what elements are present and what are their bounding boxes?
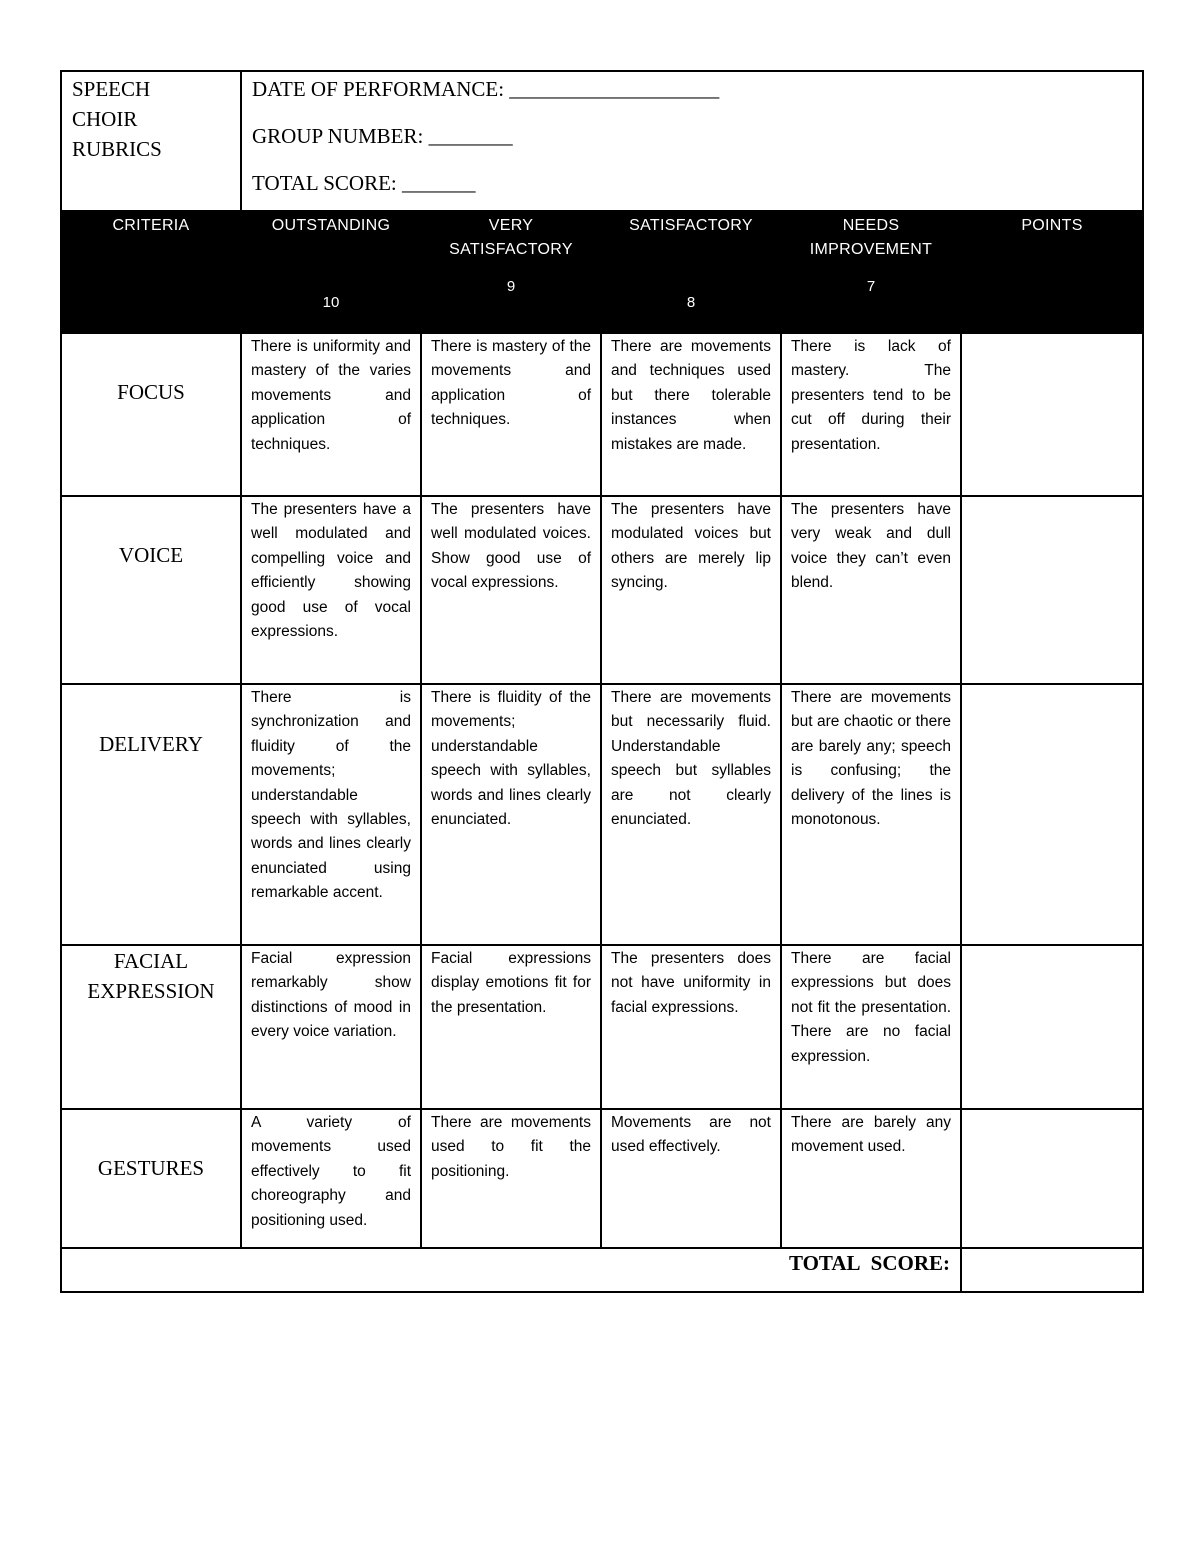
title-line: RUBRICS (72, 137, 162, 161)
descriptor-satisfactory: There are movements and techniques used but there tolerable instances when mistakes are made. (601, 333, 781, 496)
descriptor-very-satisfactory: There is fluidity of the movements; understandable speech with syllables, words and lines clearly enunciated. (421, 684, 601, 945)
column-header-points (961, 211, 1143, 333)
criterion-label (61, 684, 241, 945)
criterion-row-gestures (61, 1109, 1143, 1248)
descriptor-needs-improvement: There are barely any movement used. (781, 1109, 961, 1248)
total-score-row (61, 1248, 1143, 1292)
criterion-label-line: VOICE (118, 543, 184, 567)
criterion-label (61, 945, 241, 1109)
descriptor-outstanding: Facial expression remarkably show distinctions of mood in every voice variation. (241, 945, 421, 1109)
descriptor-outstanding: The presenters have a well modulated and compelling voice and efficiently showing good use of vocal expressions. (241, 496, 421, 684)
descriptor-outstanding: There is uniformity and mastery of the varies movements and application of techniques. (241, 333, 421, 496)
total-score-label: TOTAL SCORE: (61, 1248, 961, 1292)
rubric-table (60, 70, 1144, 1293)
criterion-label-line: EXPRESSION (87, 979, 215, 1003)
criterion-label-line: DELIVERY (99, 732, 203, 756)
column-header-very-satisfactory (421, 211, 601, 333)
column-label: SATISFACTORY (629, 217, 753, 234)
performance-info (241, 71, 1143, 211)
criterion-label-line: GESTURES (97, 1156, 205, 1180)
column-score: 7 (866, 278, 876, 295)
descriptor-very-satisfactory: The presenters have well modulated voices. Show good use of vocal expressions. (421, 496, 601, 684)
descriptor-outstanding: There is synchronization and fluidity of the movements; understandable speech with syllables, words and lines clearly enunciated using remarkable accent. (241, 684, 421, 945)
rubric-page (60, 70, 1142, 1293)
total-score-field[interactable]: TOTAL SCORE: _______ (252, 171, 476, 195)
column-header-needs-improvement (781, 211, 961, 333)
points-cell[interactable] (961, 496, 1143, 684)
criterion-label (61, 333, 241, 496)
criterion-label-line: FACIAL (113, 949, 189, 973)
points-cell[interactable] (961, 684, 1143, 945)
title-line: CHOIR (72, 107, 138, 131)
column-score: 8 (686, 294, 696, 311)
descriptor-satisfactory: The presenters have modulated voices but others are merely lip syncing. (601, 496, 781, 684)
column-label: CRITERIA (112, 217, 190, 234)
criterion-row-facial-expression (61, 945, 1143, 1109)
column-score: 10 (322, 294, 340, 311)
column-label-line: VERY (488, 217, 534, 234)
column-header-row (61, 211, 1143, 333)
descriptor-needs-improvement: There are facial expressions but does not fit the presentation. There are no facial expression. (781, 945, 961, 1109)
group-number-field[interactable]: GROUP NUMBER: ________ (252, 124, 513, 148)
descriptor-satisfactory: Movements are not used effectively. (601, 1109, 781, 1248)
criterion-label (61, 1109, 241, 1248)
title-line: SPEECH (72, 77, 151, 101)
column-score: 9 (506, 278, 516, 295)
criterion-label-line: FOCUS (117, 380, 185, 404)
descriptor-satisfactory: The presenters does not have uniformity in facial expressions. (601, 945, 781, 1109)
column-label (782, 212, 960, 262)
descriptor-needs-improvement: There is lack of mastery. The presenters tend to be cut off during their presentation. (781, 333, 961, 496)
descriptor-satisfactory: There are movements but necessarily fluid. Understandable speech but syllables are not clearly enunciated. (601, 684, 781, 945)
descriptor-needs-improvement: The presenters have very weak and dull voice they can’t even blend. (781, 496, 961, 684)
column-label: OUTSTANDING (271, 217, 391, 234)
column-header-criteria (61, 211, 241, 333)
column-label-line: IMPROVEMENT (809, 241, 933, 258)
descriptor-very-satisfactory: There is mastery of the movements and application of techniques. (421, 333, 601, 496)
descriptor-very-satisfactory: Facial expressions display emotions fit for the presentation. (421, 945, 601, 1109)
date-of-performance-field[interactable]: DATE OF PERFORMANCE: ____________________ (252, 77, 720, 101)
column-label-line: NEEDS (842, 217, 900, 234)
descriptor-very-satisfactory: There are movements used to fit the positioning. (421, 1109, 601, 1248)
criterion-row-focus (61, 333, 1143, 496)
descriptor-needs-improvement: There are movements but are chaotic or there are barely any; speech is confusing; the delivery of the lines is monotonous. (781, 684, 961, 945)
total-score-value[interactable] (961, 1248, 1143, 1292)
column-label: POINTS (1021, 217, 1083, 234)
rubric-title (61, 71, 241, 211)
criterion-row-delivery (61, 684, 1143, 945)
column-header-outstanding (241, 211, 421, 333)
points-cell[interactable] (961, 1109, 1143, 1248)
column-header-satisfactory (601, 211, 781, 333)
descriptor-outstanding: A variety of movements used effectively to fit choreography and positioning used. (241, 1109, 421, 1248)
points-cell[interactable] (961, 333, 1143, 496)
points-cell[interactable] (961, 945, 1143, 1109)
criterion-label (61, 496, 241, 684)
column-label-line: SATISFACTORY (449, 241, 573, 258)
column-label (422, 212, 600, 262)
header-row (61, 71, 1143, 211)
criterion-row-voice (61, 496, 1143, 684)
